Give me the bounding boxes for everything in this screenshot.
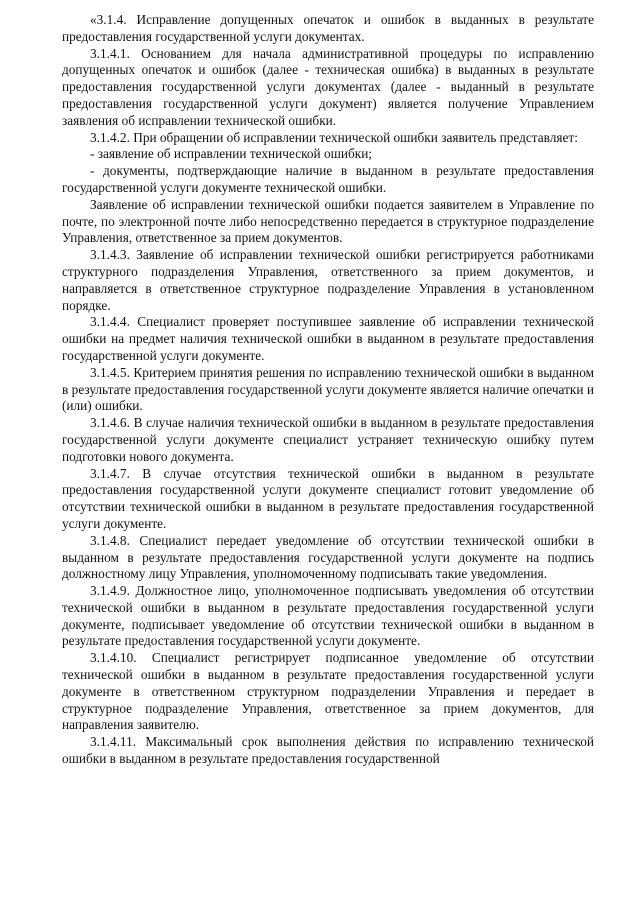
paragraph-3-1-4-2: 3.1.4.2. При обращении об исправлении технической ошибки заявитель представляет: — [90, 129, 578, 145]
paragraph-3-1-4-10: 3.1.4.10. Специалист регистрирует подписанное уведомление об отсутствии технической ошибки в выданном в результате предоставления государственной услуги документе в ответственном структурном подразделении Управления и передает в структурное подразделение Управления, ответственное за прием документов, для направления заявителю. — [62, 650, 594, 733]
paragraph-3-1-4-7: 3.1.4.7. В случае отсутствия технической ошибки в выданном в результате предоставления государственной услуги документе специалист готовит уведомление об отсутствии технической ошибки в выданном в результате предоставления государственной услуги документе. — [62, 465, 594, 531]
paragraph-3-1-4-4: 3.1.4.4. Специалист проверяет поступившее заявление об исправлении технической ошибки на предмет наличия технической ошибки в выданном в результате предоставления государственной услуги документе. — [62, 314, 594, 363]
paragraph-3-1-4-1: 3.1.4.1. Основанием для начала административной процедуры по исправлению допущенных опечаток и ошибок (далее - техническая ошибка) в выданных в результате предоставления государственной услуги документах (далее - выданный в результате предоставления государственной услуги документ) является получение Управлением заявления об исправлении технической ошибки. — [62, 45, 594, 128]
paragraph-3-1-4: «3.1.4. Исправление допущенных опечаток и ошибок в выданных в результате предоставления государственной услуги документах. — [62, 12, 594, 44]
list-item-application: - заявление об исправлении технической ошибки; — [90, 146, 373, 162]
paragraph-3-1-4-11: 3.1.4.11. Максимальный срок выполнения действия по исправлению технической ошибки в выданном в результате предоставления государственной — [62, 734, 594, 767]
paragraph-3-1-4-5: 3.1.4.5. Критерием принятия решения по исправлению технической ошибки в выданном в результате предоставления государственной услуги документе является наличие опечатки и (или) ошибки. — [62, 364, 594, 414]
list-item-documents: - документы, подтверждающие наличие в выданном в результате предоставления государственной услуги документе технической ошибки. — [62, 163, 594, 195]
paragraph-3-1-4-9: 3.1.4.9. Должностное лицо, уполномоченное подписывать уведомления об отсутствии технической ошибки в выданном в результате предоставления государственной услуги документе, подписывает уведомление об отсутствии технической ошибки в выданном в результате предоставления государственной услуги документе. — [62, 583, 594, 649]
paragraph-application-submission: Заявление об исправлении технической ошибки подается заявителем в Управление по почте, по электронной почте либо непосредственно передается в структурное подразделение Управления, ответственное за прием документов. — [62, 196, 594, 246]
document-page — [62, 12, 594, 768]
paragraph-3-1-4-8: 3.1.4.8. Специалист передает уведомление об отсутствии технической ошибки в выданном в результате предоставления государственной услуги документе на подпись должностному лицу Управления, уполномоченному подписывать такие уведомления. — [62, 532, 594, 582]
paragraph-3-1-4-6: 3.1.4.6. В случае наличия технической ошибки в выданном в результате предоставления государственной услуги документе специалист устраняет техническую ошибку путем подготовки нового документа. — [62, 415, 594, 464]
paragraph-3-1-4-3: 3.1.4.3. Заявление об исправлении технической ошибки регистрируется работниками структурного подразделения Управления, ответственного за прием документов, и направляется в ответственное структурное подразделение Управления в установленном порядке. — [62, 247, 594, 313]
